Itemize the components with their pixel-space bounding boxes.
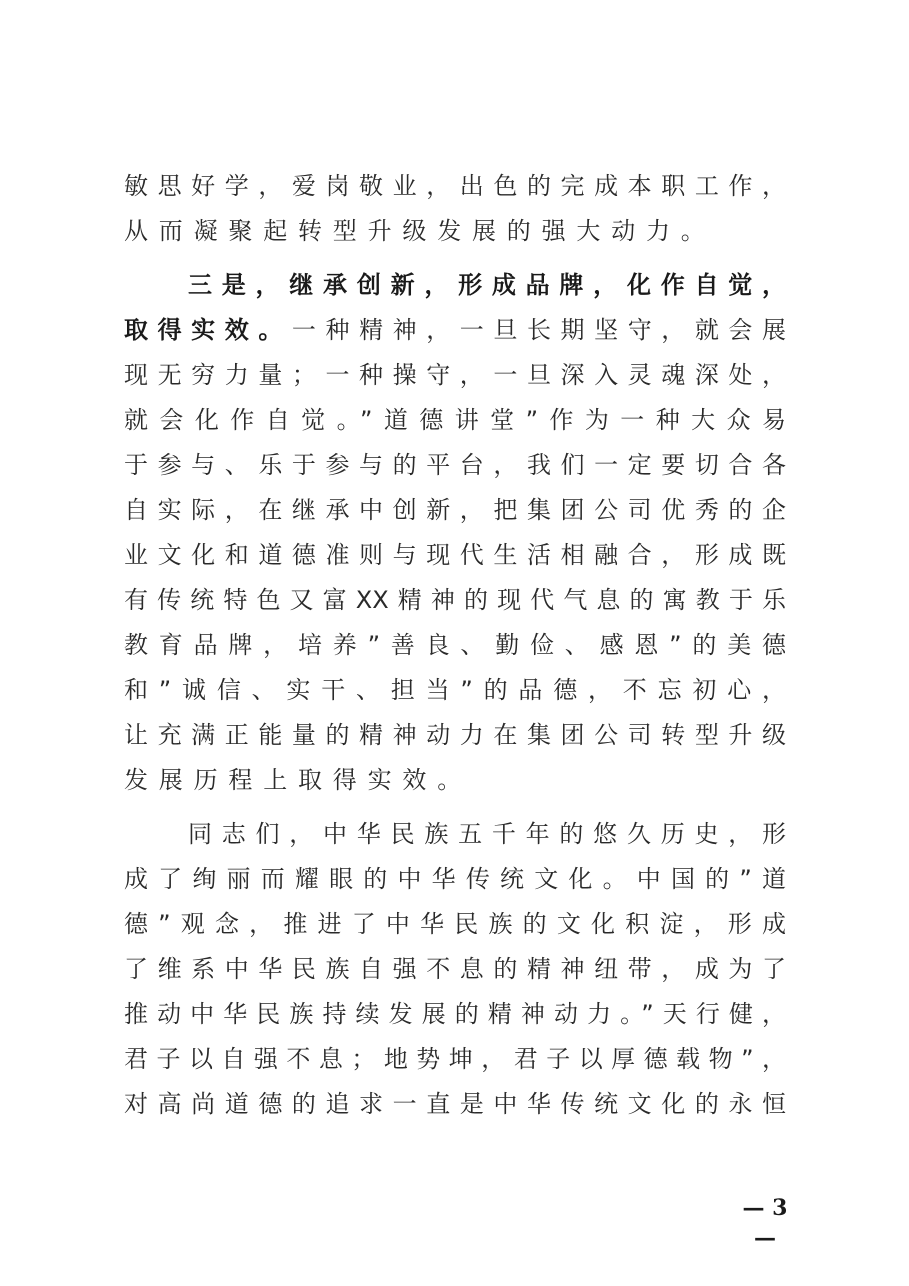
paragraph-3-line-4: 了维系中华民族自强不息的精神纽带，成为了 xyxy=(124,955,786,983)
paragraph-2-line-4: 就会化作自觉。”道德讲堂”作为一种大众易 xyxy=(124,406,786,434)
paragraph-3-line-5: 推动中华民族持续发展的精神动力。”天行健， xyxy=(124,1000,786,1028)
paragraph-2-heading-continuation: 取得实效。 xyxy=(124,316,292,344)
paragraph-2-line-6: 自实际，在继承中创新，把集团公司优秀的企 xyxy=(124,496,786,524)
paragraph-3-line-1: 同志们，中华民族五千年的悠久历史，形 xyxy=(188,820,786,848)
paragraph-2-line-2-text: 一种精神，一旦长期坚守，就会展 xyxy=(291,316,787,344)
paragraph-2-line-9: 教育品牌，培养”善良、勤俭、感恩”的美德 xyxy=(124,631,786,659)
paragraph-1-line-2: 从而凝聚起转型升级发展的强大动力。 xyxy=(124,217,716,245)
paragraph-2-line-3: 现无穷力量；一种操守，一旦深入灵魂深处， xyxy=(124,361,786,389)
paragraph-2-line-2 xyxy=(124,308,786,352)
paragraph-2-line-8: 有传统特色又富XX精神的现代气息的寓教于乐 xyxy=(124,586,786,614)
paragraph-3-line-3: 德”观念，推进了中华民族的文化积淀，形成 xyxy=(124,910,786,938)
page-number: — 3 — xyxy=(742,1195,788,1251)
paragraph-3-line-7: 对高尚道德的追求一直是中华传统文化的永恒 xyxy=(124,1090,786,1118)
paragraph-1-line-1: 敏思好学，爱岗敬业，出色的完成本职工作， xyxy=(124,172,786,200)
paragraph-2-line-11: 让充满正能量的精神动力在集团公司转型升级 xyxy=(124,721,786,749)
paragraph-3-line-2: 成了绚丽而耀眼的中华传统文化。中国的”道 xyxy=(124,865,786,893)
paragraph-2-line-5: 于参与、乐于参与的平台，我们一定要切合各 xyxy=(124,451,786,479)
paragraph-3-line-6: 君子以自强不息；地势坤，君子以厚德载物”， xyxy=(124,1045,786,1073)
paragraph-2-line-12: 发展历程上取得实效。 xyxy=(124,766,472,794)
paragraph-2-line-7: 业文化和道德准则与现代生活相融合，形成既 xyxy=(124,541,786,569)
paragraph-2-line-10: 和”诚信、实干、担当”的品德，不忘初心， xyxy=(124,676,786,704)
paragraph-2-heading: 三是，继承创新，形成品牌，化作自觉， xyxy=(188,271,786,299)
